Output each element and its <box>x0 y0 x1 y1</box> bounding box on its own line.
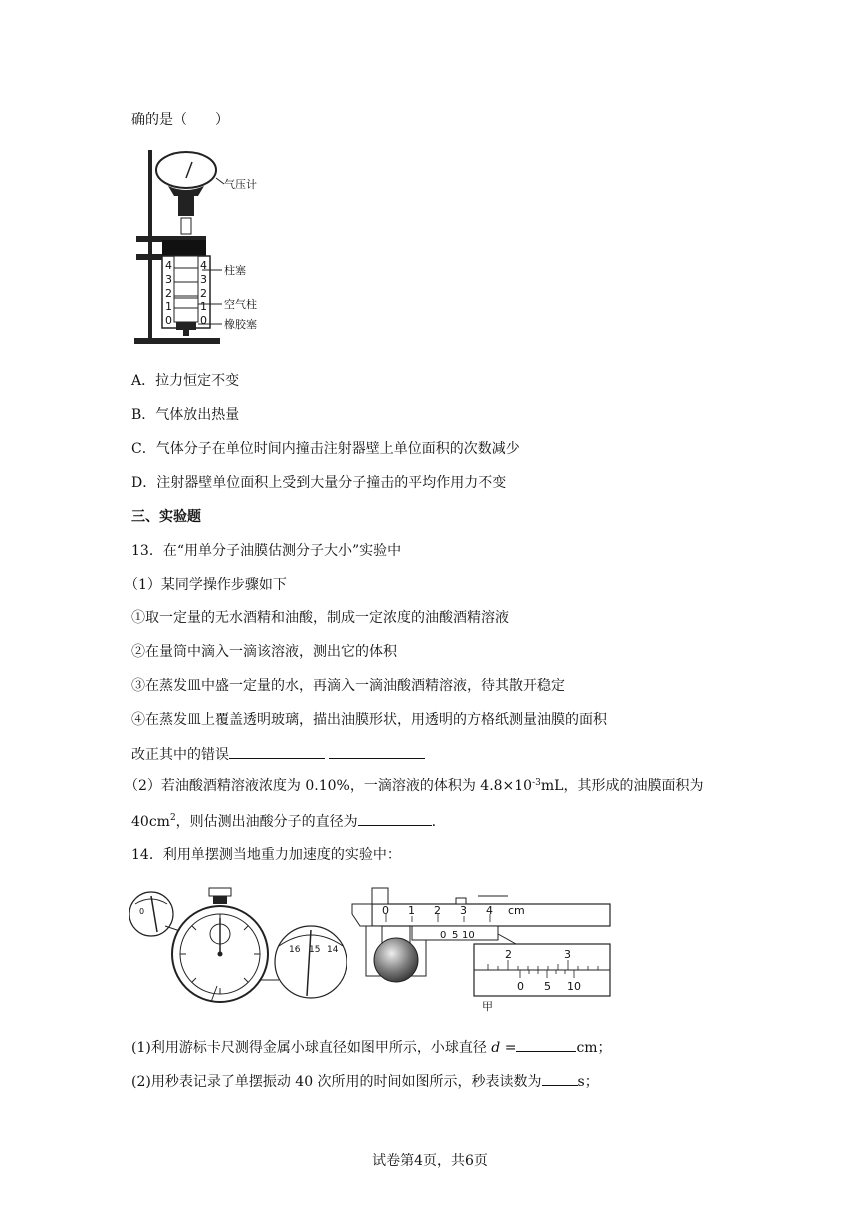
answer-blank-stopwatch[interactable] <box>542 1071 578 1086</box>
q14-item2-unit: s； <box>577 1074 599 1090</box>
scale-left-1: 1 <box>165 300 172 313</box>
zoom-vernier-10: 10 <box>567 980 581 993</box>
caliper-main-unit: cm <box>508 904 525 917</box>
q13-part2-text-d: ，则估测出油酸分子的直径为 <box>175 814 358 830</box>
q14-item1-text: (1)利用游标卡尺测得金属小球直径如图甲所示，小球直径 <box>131 1040 492 1056</box>
q13-part2-exponent: -3 <box>532 778 541 788</box>
scale-right-3: 3 <box>200 273 207 286</box>
q14-stem: 14．利用单摆测当地重力加速度的实验中： <box>131 847 401 863</box>
scale-right-1: 1 <box>200 300 207 313</box>
label-plunger: 柱塞 <box>224 264 246 277</box>
syringe-apparatus-figure <box>132 148 272 350</box>
q14-item1-variable: d <box>491 1040 501 1056</box>
zoom-main-2: 2 <box>505 948 512 961</box>
answer-blank-diameter[interactable] <box>358 811 432 826</box>
zoom-vernier-5: 5 <box>544 980 551 993</box>
answer-blank-2[interactable] <box>329 744 425 759</box>
caliper-main-3: 3 <box>460 904 467 917</box>
q14-item2-text: (2)用秒表记录了单摆振动 40 次所用的时间如图所示，秒表读数为 <box>131 1074 542 1090</box>
q13-part2-text-a: （2）若油酸酒精溶液浓度为 0.10%，一滴溶液的体积为 4.8×10 <box>124 778 533 794</box>
scale-left-2: 2 <box>165 287 172 300</box>
scale-right-2: 2 <box>200 287 207 300</box>
q13-step-1: ①取一定量的无水酒精和油酸，制成一定浓度的油酸酒精溶液 <box>131 610 509 626</box>
q13-step-4: ④在蒸发皿上覆盖透明玻璃，描出油膜形状，用透明的方格纸测量油膜的面积 <box>131 712 607 728</box>
q13-correct-line <box>131 744 425 765</box>
q13-part2-line-2 <box>131 811 436 832</box>
scale-left-3: 3 <box>165 273 172 286</box>
q14-item1-unit: cm； <box>576 1040 612 1056</box>
figure-caption: 甲 <box>482 1000 493 1012</box>
q13-part1-intro: （1）某同学操作步骤如下 <box>124 577 287 593</box>
answer-blank-1[interactable] <box>229 744 325 759</box>
q12-stem-tail: 确的是（ ） <box>131 112 229 128</box>
stopwatch-number-14: 14 <box>327 945 339 955</box>
scale-right-0: 0 <box>200 314 207 327</box>
section-title: 三、实验题 <box>131 509 201 525</box>
q14-item-1 <box>131 1037 612 1058</box>
label-rubber-stopper: 橡胶塞 <box>224 318 257 331</box>
q13-step-2: ②在量筒中滴入一滴该溶液，测出它的体积 <box>131 644 397 660</box>
stopwatch-figure <box>129 884 347 1008</box>
caliper-main-1: 1 <box>408 904 415 917</box>
option-d: D．注射器壁单位面积上受到大量分子撞击的平均作用力不变 <box>131 475 507 491</box>
stopwatch-number-16: 16 <box>289 945 301 955</box>
stopwatch-number-15: 15 <box>309 945 321 955</box>
q14-item-2 <box>131 1071 599 1092</box>
zoom-vernier-0: 0 <box>517 980 524 993</box>
label-air-column: 空气柱 <box>224 298 257 311</box>
page-footer: 试卷第4页，共6页 <box>372 1153 488 1169</box>
answer-blank-diameter-d[interactable] <box>516 1037 576 1052</box>
caliper-main-0: 0 <box>382 904 389 917</box>
q13-part2-text-b: mL，其形成的油膜面积为 <box>540 778 704 794</box>
q13-correct-prompt: 改正其中的错误 <box>131 747 229 763</box>
vernier-caliper-figure <box>348 884 612 1012</box>
caliper-vernier-0: 0 <box>440 930 447 941</box>
option-b: B．气体放出热量 <box>131 407 240 423</box>
option-c: C．气体分子在单位时间内撞击注射器壁上单位面积的次数减少 <box>131 441 520 457</box>
scale-left-0: 0 <box>165 314 172 327</box>
q13-part2-line <box>124 776 703 796</box>
scale-right-4: 4 <box>200 259 207 272</box>
caliper-main-4: 4 <box>486 904 493 917</box>
caliper-vernier-10: 10 <box>462 930 475 941</box>
q13-area-exponent: 2 <box>169 813 176 823</box>
svg-text:0: 0 <box>139 907 145 916</box>
q13-period: . <box>431 814 437 830</box>
zoom-main-3: 3 <box>564 948 571 961</box>
scale-left-4: 4 <box>165 259 172 272</box>
caliper-vernier-5: 5 <box>452 930 459 941</box>
q13-area-value: 40cm <box>131 814 170 830</box>
q13-stem: 13．在“用单分子油膜估测分子大小”实验中 <box>131 543 402 559</box>
caliper-main-2: 2 <box>434 904 441 917</box>
label-gauge: 气压计 <box>224 178 257 191</box>
q14-item1-equals: = <box>500 1040 517 1056</box>
option-a: A．拉力恒定不变 <box>131 373 240 389</box>
q13-step-3: ③在蒸发皿中盛一定量的水，再滴入一滴油酸酒精溶液，待其散开稳定 <box>131 678 565 694</box>
